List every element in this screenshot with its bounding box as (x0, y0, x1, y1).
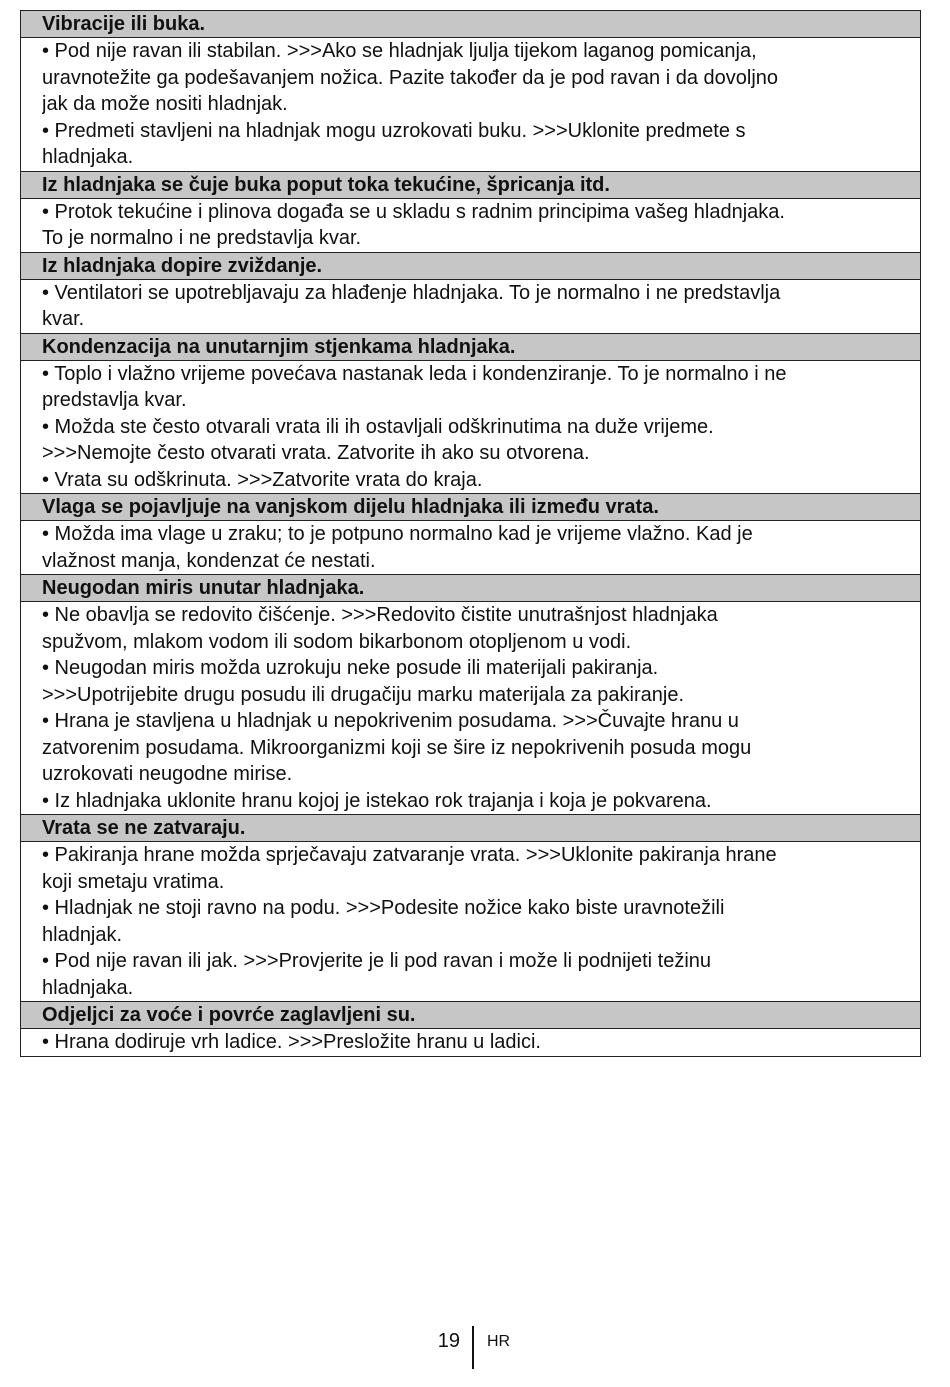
section-text-line: >>>Upotrijebite drugu posudu ili drugačiju marku materijala za pakiranje. (42, 683, 685, 706)
section-text-line: To je normalno i ne predstavlja kvar. (42, 227, 362, 249)
section-body (21, 280, 920, 334)
section-heading: Kondenzacija na unutarnjim stjenkama hladnjaka. (21, 334, 920, 361)
section-text-line: • Neugodan miris možda uzrokuju neke posude ili materijali pakiranja. (42, 657, 659, 679)
section-body (21, 842, 920, 1002)
section-body (21, 361, 920, 495)
section-body (21, 1029, 920, 1057)
section-text-line: • Hrana je stavljena u hladnjak u nepokrivenim posudama. >>>Čuvajte hranu u (42, 710, 739, 732)
section-text-line: • Predmeti stavljeni na hladnjak mogu uzrokovati buku. >>>Uklonite predmete s (42, 119, 746, 142)
section-heading: Odjeljci za voće i povrće zaglavljeni su. (21, 1002, 920, 1029)
section-text-line: hladnjaka. (42, 146, 134, 168)
section-text-line: • Pod nije ravan ili stabilan. >>>Ako se hladnjak ljulja tijekom laganog pomicanja, (42, 40, 757, 62)
section-heading: Iz hladnjaka se čuje buka poput toka tekućine, špricanja itd. (21, 172, 920, 199)
section-text-line: uzrokovati neugodne mirise. (42, 763, 293, 785)
section-text-line: • Pakiranja hrane možda sprječavaju zatvaranje vrata. >>>Uklonite pakiranja hrane (42, 844, 777, 866)
section-heading: Vibracije ili buka. (21, 11, 920, 38)
section-heading: Neugodan miris unutar hladnjaka. (21, 575, 920, 602)
section-text-line: kvar. (42, 308, 85, 330)
footer-divider (472, 1326, 474, 1369)
section-text-line: • Ne obavlja se redovito čišćenje. >>>Redovito čistite unutrašnjost hladnjaka (42, 604, 718, 626)
section-text-line: zatvorenim posudama. Mikroorganizmi koji se šire iz nepokrivenih posuda mogu (42, 736, 752, 759)
section-text-line: jak da može nositi hladnjak. (42, 93, 288, 115)
section-text-line: hladnjak. (42, 923, 123, 946)
section-text-line: • Hrana dodiruje vrh ladice. >>>Presložite hranu u ladici. (42, 1031, 541, 1053)
section-heading: Iz hladnjaka dopire zviždanje. (21, 253, 920, 280)
section-heading: Vlaga se pojavljuje na vanjskom dijelu hladnjaka ili između vrata. (21, 494, 920, 521)
section-text-line: >>>Nemojte često otvarati vrata. Zatvorite ih ako su otvorena. (42, 442, 590, 464)
language-code: HR (487, 1333, 511, 1350)
section-body (21, 521, 920, 575)
page-footer (0, 1326, 950, 1370)
troubleshooting-table (20, 10, 921, 1057)
section-text-line: uravnotežite ga podešavanjem nožica. Pazite također da je pod ravan i da dovoljno (42, 66, 779, 89)
section-text-line: • Možda ste često otvarali vrata ili ih ostavljali odškrinutima na duže vrijeme. (42, 415, 714, 438)
section-text-line: • Protok tekućine i plinova događa se u skladu s radnim principima vašeg hladnjaka. (42, 200, 785, 223)
section-text-line: vlažnost manja, kondenzat će nestati. (42, 549, 376, 572)
section-heading: Vrata se ne zatvaraju. (21, 815, 920, 842)
section-text-line: koji smetaju vratima. (42, 870, 225, 893)
section-body (21, 199, 920, 253)
section-text-line: • Možda ima vlage u zraku; to je potpuno normalno kad je vrijeme vlažno. Kad je (42, 523, 753, 545)
section-body (21, 602, 920, 815)
section-body (21, 38, 920, 172)
section-text-line: hladnjaka. (42, 976, 134, 999)
section-text-line: • Toplo i vlažno vrijeme povećava nastanak leda i kondenziranje. To je normalno i ne (42, 362, 787, 385)
section-text-line: • Hladnjak ne stoji ravno na podu. >>>Podesite nožice kako biste uravnotežili (42, 897, 725, 919)
section-text-line: predstavlja kvar. (42, 389, 187, 411)
section-text-line: spužvom, mlakom vodom ili sodom bikarbonom otopljenom u vodi. (42, 630, 632, 653)
section-text-line: • Iz hladnjaka uklonite hranu kojoj je istekao rok trajanja i koja je pokvarena. (42, 789, 712, 812)
section-text-line: • Vrata su odškrinuta. >>>Zatvorite vrata do kraja. (42, 468, 483, 491)
section-text-line: • Pod nije ravan ili jak. >>>Provjerite je li pod ravan i može li podnijeti težinu (42, 950, 712, 972)
page-number: 19 (437, 1330, 460, 1352)
section-text-line: • Ventilatori se upotrebljavaju za hlađenje hladnjaka. To je normalno i ne predstavlja (42, 281, 781, 304)
